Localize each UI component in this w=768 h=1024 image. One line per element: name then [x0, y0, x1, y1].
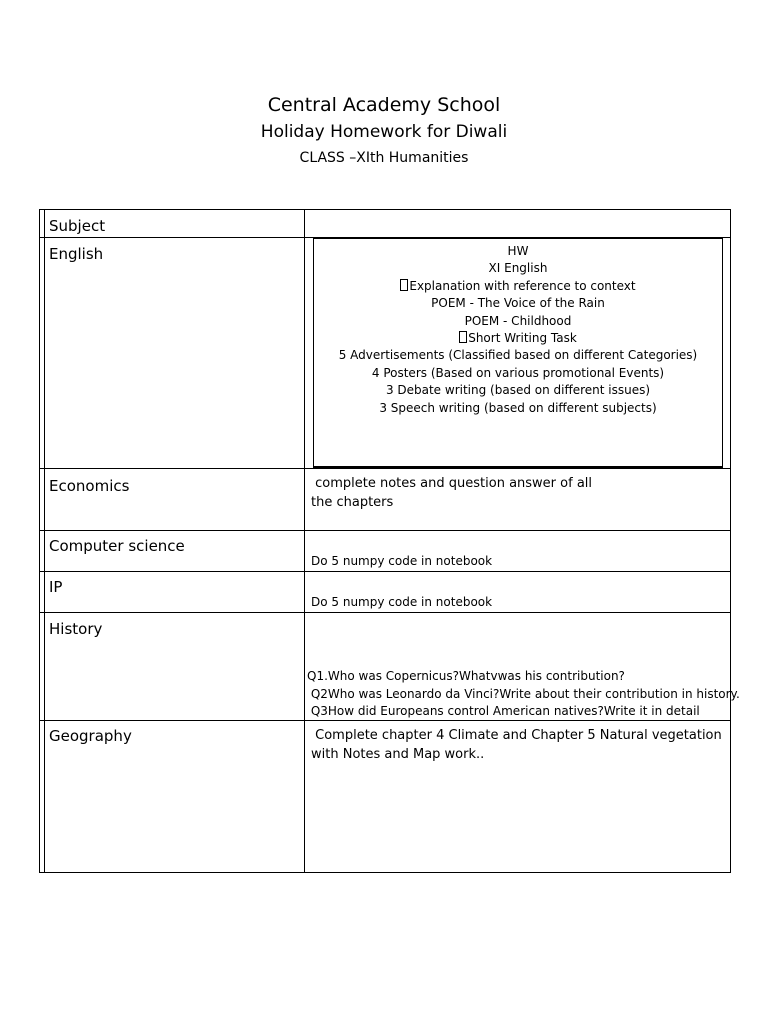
row-divider — [40, 468, 730, 469]
english-line: XI English — [488, 261, 548, 276]
english-line: POEM - Childhood — [464, 313, 572, 328]
english-line: 3 Speech writing (based on different subjects) — [379, 400, 657, 415]
subject-economics: Economics — [49, 477, 130, 495]
school-name: Central Academy School — [267, 94, 501, 116]
english-line: 3 Debate writing (based on different issues) — [385, 383, 651, 398]
english-task-box — [313, 238, 723, 468]
history-question: Q3How did Europeans control American natives?Write it in detail — [307, 704, 700, 718]
class-label: CLASS –XIth Humanities — [299, 150, 469, 166]
row-divider — [40, 612, 730, 613]
column-divider — [304, 210, 305, 872]
subject-ip: IP — [49, 578, 63, 596]
bullet-icon — [400, 279, 408, 291]
english-task-list — [314, 243, 722, 417]
history-question: Q1.Who was Copernicus?Whatvwas his contribution? — [307, 669, 625, 683]
english-line: HW — [507, 244, 529, 258]
subject-history: History — [49, 620, 103, 638]
ip-task: Do 5 numpy code in notebook — [311, 595, 493, 609]
english-line: POEM - The Voice of the Rain — [431, 296, 605, 311]
subject-computer-science: Computer science — [49, 537, 185, 555]
economics-task-line: the chapters — [311, 495, 394, 510]
english-line: 4 Posters (Based on various promotional Events) — [371, 365, 665, 380]
english-line-text: Explanation with reference to context — [409, 278, 636, 293]
economics-task — [311, 474, 592, 512]
table-inner-border — [44, 210, 45, 872]
homework-title: Holiday Homework for Diwali — [260, 122, 508, 142]
row-divider — [40, 571, 730, 572]
english-line-bulleted — [314, 278, 722, 295]
english-line-text: Short Writing Task — [468, 331, 577, 346]
computer-science-task: Do 5 numpy code in notebook — [311, 554, 493, 568]
english-line: 5 Advertisements (Classified based on different Categories) — [338, 348, 698, 363]
geography-task-line: with Notes and Map work.. — [311, 747, 485, 762]
history-question: Q2Who was Leonardo da Vinci?Write about their contribution in history. — [307, 686, 740, 701]
economics-task-line: complete notes and question answer of all — [311, 476, 593, 491]
homework-table — [39, 209, 740, 873]
bullet-icon — [459, 331, 467, 343]
subject-header: Subject — [49, 217, 106, 235]
geography-task-line: Complete chapter 4 Climate and Chapter 5 Natural vegetation — [311, 728, 722, 743]
row-divider — [40, 530, 730, 531]
subject-geography: Geography — [49, 727, 132, 745]
english-line-bulleted — [314, 330, 722, 347]
geography-task — [311, 726, 722, 764]
history-questions — [307, 668, 740, 721]
subject-english: English — [49, 245, 104, 263]
